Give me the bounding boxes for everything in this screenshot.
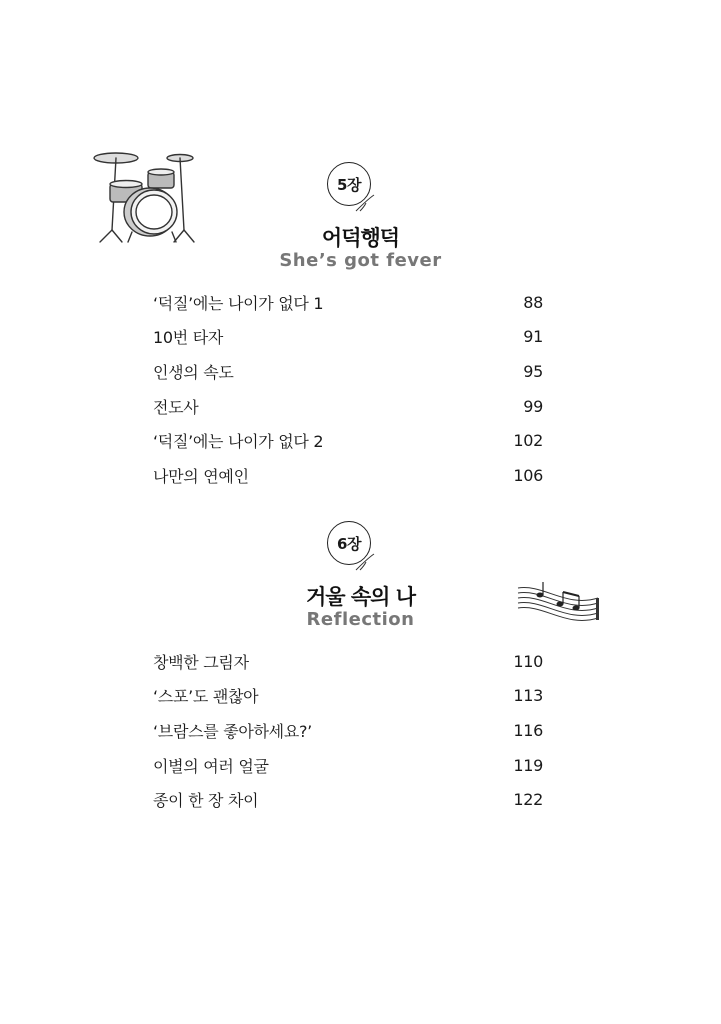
toc-entry[interactable]	[153, 285, 543, 320]
toc-entry[interactable]	[153, 458, 543, 493]
entry-title: ‘덕질’에는 나이가 없다 2	[153, 432, 324, 452]
entry-page: 91	[523, 327, 543, 347]
flourish-icon	[354, 552, 376, 572]
chapter-title: 거울 속의 나	[305, 585, 416, 609]
entry-title: 10번 타자	[153, 328, 224, 348]
entry-page: 116	[513, 720, 543, 740]
entry-page: 88	[523, 292, 543, 312]
entry-title: ‘브람스를 좋아하세요?’	[153, 721, 312, 741]
entry-page: 102	[513, 431, 543, 451]
toc-entry[interactable]	[153, 320, 543, 355]
entry-title: 나만의 연예인	[153, 466, 249, 486]
chapter-badge	[327, 521, 371, 565]
entry-page: 113	[513, 686, 543, 706]
entry-title: 인생의 속도	[153, 362, 234, 382]
chapter-number: 5장	[337, 175, 361, 194]
toc-entry[interactable]	[153, 423, 543, 458]
toc-entry[interactable]	[153, 782, 543, 817]
entry-title: ‘스포’도 괜찮아	[153, 687, 259, 707]
chapter-number: 6장	[337, 534, 361, 553]
toc-list	[153, 285, 543, 493]
entry-page: 106	[513, 465, 543, 485]
entry-title: 창백한 그림자	[153, 652, 249, 672]
music-staff-icon	[516, 578, 604, 628]
entry-page: 95	[523, 361, 543, 381]
chapter-badge	[327, 162, 371, 206]
toc-entry[interactable]	[153, 389, 543, 424]
toc-entry[interactable]	[153, 713, 543, 748]
entry-title: ‘덕질’에는 나이가 없다 1	[153, 293, 324, 313]
chapter-subtitle: Reflection	[306, 609, 415, 630]
entry-page: 119	[513, 755, 543, 775]
entry-page: 110	[513, 651, 543, 671]
flourish-icon	[354, 193, 376, 213]
chapter-title: 어덕행덕	[321, 226, 400, 250]
toc-entry[interactable]	[153, 748, 543, 783]
toc-entry[interactable]	[153, 679, 543, 714]
entry-title: 종이 한 장 차이	[153, 791, 259, 811]
toc-entry[interactable]	[153, 354, 543, 389]
toc-list	[153, 644, 543, 817]
entry-page: 122	[513, 790, 543, 810]
chapter-subtitle: She’s got fever	[279, 250, 442, 271]
toc-entry[interactable]	[153, 644, 543, 679]
entry-title: 전도사	[153, 397, 199, 417]
entry-title: 이별의 여러 얼굴	[153, 756, 269, 776]
entry-page: 99	[523, 396, 543, 416]
